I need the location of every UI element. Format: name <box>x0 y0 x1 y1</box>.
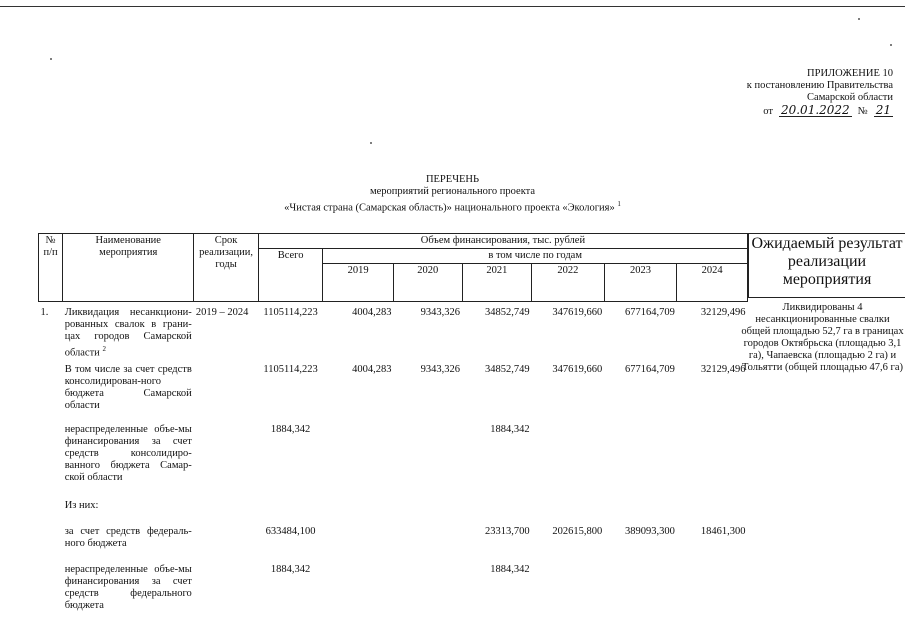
cell-y2024 <box>677 500 748 526</box>
cell-y2021: 34852,749 <box>485 307 530 318</box>
cell-term <box>194 364 259 424</box>
appendix-title: ПРИЛОЖЕНИЕ 10 <box>807 68 893 79</box>
cell-num <box>39 500 63 526</box>
cell-y2019 <box>323 564 394 614</box>
cell-y2022 <box>532 500 605 526</box>
scan-speck <box>890 44 892 46</box>
header-by-years: в том числе по годам <box>323 249 748 264</box>
cell-num <box>39 564 63 614</box>
cell-name-text: за счет средств федераль-ного бюджета <box>64 525 192 549</box>
cell-total: 1105114,223 <box>263 307 318 318</box>
funding-table <box>38 233 748 614</box>
header-year: 2024 <box>677 264 748 302</box>
cell-name <box>63 500 194 526</box>
title-line-2: мероприятий регионального проекта <box>369 186 536 197</box>
cell-y2020 <box>393 500 462 526</box>
header-year: 2019 <box>323 264 394 302</box>
cell-num <box>39 424 63 500</box>
cell-name-text: Ликвидация несанкциони-рованных свалок в грани-цах городов Самарской области <box>64 307 192 359</box>
cell-y2024 <box>677 424 748 500</box>
cell-y2022 <box>532 424 605 500</box>
cell-y2023 <box>604 424 677 500</box>
table-row <box>39 564 748 614</box>
table-row <box>39 364 748 424</box>
appendix-line-2: к постановлению Правительства <box>746 80 893 91</box>
footnote-mark: 2 <box>102 345 106 353</box>
cell-y2019 <box>323 526 394 564</box>
cell-y2024: 32129,496 <box>700 363 746 375</box>
cell-y2019 <box>323 500 394 526</box>
title-footnote: 1 <box>617 200 621 208</box>
cell-term <box>194 564 259 614</box>
cell-num <box>39 526 63 564</box>
cell-num <box>39 364 63 424</box>
cell-y2022: 202615,800 <box>552 525 603 537</box>
cell-y2020: 9343,326 <box>420 307 461 318</box>
cell-y2024 <box>677 564 748 614</box>
scan-speck <box>370 142 372 144</box>
cell-term: 2019 – 2024 <box>195 307 249 318</box>
cell-y2022: 347619,660 <box>552 307 603 318</box>
title-line-3: «Чистая страна (Самарская область)» национального проекта «Экология» $^1$ <box>284 200 621 214</box>
cell-total: 1884,342 <box>270 563 311 575</box>
cell-name-text: нераспределенные объе-мы финансирования за счет средств консолидиро-ванного бюджета Самар-ской области <box>64 423 192 483</box>
cell-y2023 <box>604 564 677 614</box>
cell-y2024: 32129,496 <box>700 307 746 318</box>
cell-name-text: нераспределенные объе-мы финансирования за счет средств федерального бюджета <box>64 563 192 611</box>
header-result: Ожидаемый результат реализации мероприятия <box>748 233 905 298</box>
cell-num: 1. <box>40 307 49 318</box>
cell-term <box>194 424 259 500</box>
table-row <box>39 424 748 500</box>
table-row <box>39 302 748 364</box>
cell-name <box>63 526 194 564</box>
appendix-date-line <box>747 104 893 118</box>
cell-y2020 <box>393 564 462 614</box>
scan-speck <box>858 18 860 20</box>
cell-total: 1884,342 <box>270 423 311 435</box>
cell-y2019: 4004,283 <box>352 363 392 375</box>
cell-y2019: 4004,283 <box>352 307 392 318</box>
appendix-block <box>747 68 893 118</box>
cell-total: 633484,100 <box>265 525 316 537</box>
from-label: от <box>763 106 773 117</box>
cell-name <box>63 564 194 614</box>
header-year: 2020 <box>393 264 462 302</box>
cell-y2023: 389093,300 <box>624 525 675 537</box>
cell-name-text: Из них: <box>64 499 99 511</box>
number-label: № <box>857 106 868 117</box>
expected-result: Ликвидированы 4 несанкционированные свалки общей площадью 52,7 га в границах городов Октябрьска (площадью 3,1 га), Чапаевска (площадью 2 га) и Тольятти (общей площадью 47,6 га) <box>741 302 904 373</box>
cell-y2020 <box>393 526 462 564</box>
cell-y2019 <box>323 424 394 500</box>
header-total: Всего <box>258 249 323 302</box>
header-funding: Объем финансирования, тыс. рублей <box>258 234 747 249</box>
cell-y2023 <box>604 500 677 526</box>
document-title <box>0 174 905 215</box>
cell-y2022: 347619,660 <box>552 363 603 375</box>
header-num: № п/п <box>39 234 63 302</box>
cell-y2023: 677164,709 <box>624 307 675 318</box>
cell-y2024: 18461,300 <box>700 525 746 537</box>
header-term: Срок реализации, годы <box>194 234 259 302</box>
cell-total <box>258 500 323 526</box>
cell-total: 1105114,223 <box>263 363 318 375</box>
cell-y2020: 9343,326 <box>420 363 461 375</box>
cell-y2023: 677164,709 <box>624 363 675 375</box>
cell-y2021: 34852,749 <box>485 363 530 375</box>
header-name: Наименование мероприятия <box>63 234 194 302</box>
handwritten-date: 20.01.2022 <box>780 103 850 117</box>
scan-speck <box>50 58 52 60</box>
cell-term <box>194 500 259 526</box>
cell-y2022 <box>532 564 605 614</box>
header-year: 2021 <box>462 264 532 302</box>
cell-name <box>63 424 194 500</box>
handwritten-number: 21 <box>875 103 891 117</box>
cell-name-text: В том числе за счет средств консолидирован-ного бюджета Самарской области <box>64 363 192 411</box>
table-row <box>39 500 748 526</box>
table-row <box>39 526 748 564</box>
cell-y2021 <box>462 500 532 526</box>
cell-term <box>194 526 259 564</box>
title-line-1: ПЕРЕЧЕНЬ <box>425 174 480 185</box>
cell-name <box>63 302 194 364</box>
header-year: 2022 <box>532 264 605 302</box>
appendix-line-3: Самарской области <box>807 92 893 103</box>
cell-name <box>63 364 194 424</box>
top-border-line <box>0 6 905 7</box>
cell-y2021: 1884,342 <box>490 563 530 575</box>
cell-y2021: 1884,342 <box>490 423 530 435</box>
header-year: 2023 <box>604 264 677 302</box>
cell-y2020 <box>393 424 462 500</box>
cell-y2021: 23313,700 <box>485 525 530 537</box>
